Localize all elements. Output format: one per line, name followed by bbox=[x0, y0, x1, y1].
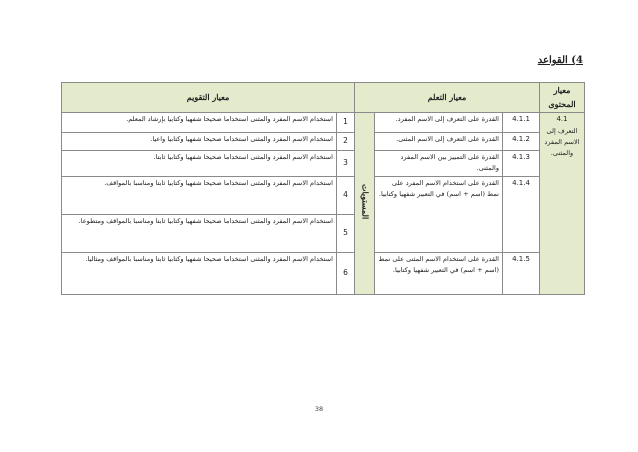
learning-code: 4.1.3 bbox=[503, 151, 540, 176]
level-number: 3 bbox=[337, 151, 355, 176]
level-number: 5 bbox=[337, 214, 355, 252]
learning-text: القدرة على استخدام الاسم المثنى على نمط (اسم + اسم) في التعبير شفهيا وكتابيا. bbox=[375, 252, 503, 294]
page-number: 38 bbox=[314, 405, 324, 413]
learning-text: القدرة على التمييز بين الاسم المفرد والمثنى. bbox=[375, 151, 503, 176]
section-heading: 4) القواعد bbox=[537, 55, 583, 66]
learning-text: القدرة على استخدام الاسم المفرد على نمط (اسم + اسم) في التعبير شفهيا وكتابيا. bbox=[375, 176, 503, 252]
assessment-text: استخدام الاسم المفرد والمثنى استخداما صحيحا شفهيا وكتابيا ثابتا. bbox=[62, 151, 337, 176]
learning-code: 4.1.1 bbox=[503, 113, 540, 133]
learning-code: 4.1.5 bbox=[503, 252, 540, 294]
level-number: 1 bbox=[337, 113, 355, 133]
learning-code: 4.1.2 bbox=[503, 133, 540, 151]
learning-standard-header: معيار التعلم bbox=[355, 83, 540, 113]
content-standard-text: التعرف إلى الاسم المفرد والمثنى. bbox=[544, 127, 580, 158]
learning-code: 4.1.4 bbox=[503, 176, 540, 252]
assessment-text: استخدام الاسم المفرد والمثنى استخداما صحيحا شفهيا وكتابيا ثابتا ومناسبا بالمواقف. bbox=[62, 176, 337, 214]
assessment-standard-header: معيار التقويم bbox=[62, 83, 355, 113]
learning-text: القدرة على التعرف إلى الاسم المثنى. bbox=[375, 133, 503, 151]
standards-table bbox=[61, 82, 585, 295]
learning-text: القدرة على التعرف إلى الاسم المفرد. bbox=[375, 113, 503, 133]
content-standard-code: 4.1 bbox=[556, 115, 568, 124]
assessment-text: استخدام الاسم المفرد والمثنى استخداما صحيحا شفهيا وكتابيا ثابتا ومناسبا بالمواقف ومثاليا. bbox=[62, 252, 337, 294]
level-number: 2 bbox=[337, 133, 355, 151]
assessment-text: استخدام الاسم المفرد والمثنى استخداما صحيحا شفهيا وكتابيا بإرشاد المعلم. bbox=[62, 113, 337, 133]
levels-label: المستويات bbox=[355, 113, 375, 294]
assessment-text: استخدام الاسم المفرد والمثنى استخداما صحيحا شفهيا وكتابيا ثابتا ومناسبا بالمواقف ومتطوعا. bbox=[62, 214, 337, 252]
assessment-text: استخدام الاسم المفرد والمثنى استخداما صحيحا شفهيا وكتابيا واعيا. bbox=[62, 133, 337, 151]
level-number: 4 bbox=[337, 176, 355, 214]
level-number: 6 bbox=[337, 252, 355, 294]
content-standard-header: معيار المحتوى bbox=[540, 83, 585, 113]
content-standard-cell bbox=[540, 113, 585, 294]
